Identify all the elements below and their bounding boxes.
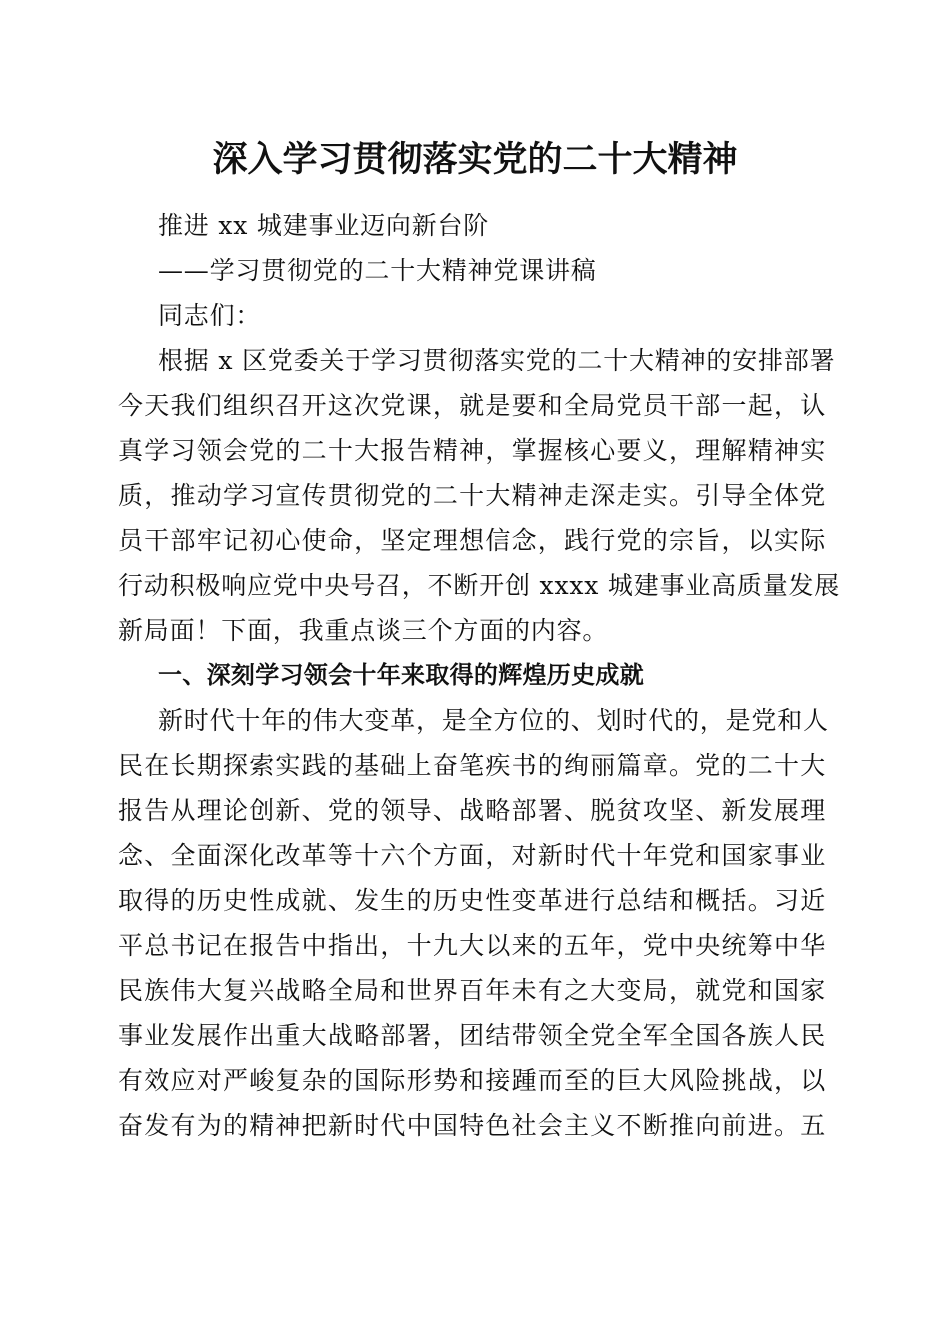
section-heading: 一、深刻学习领会十年来取得的辉煌历史成就 xyxy=(158,661,644,689)
paragraph-line: 真学习领会党的二十大报告精神，掌握核心要义，理解精神实 xyxy=(118,436,826,465)
paragraph-line: 平总书记在报告中指出，十九大以来的五年，党中央统筹中华 xyxy=(118,931,826,960)
paragraph-line: 员干部牢记初心使命，坚定理想信念，践行党的宗旨，以实际 xyxy=(118,526,826,555)
paragraph-line: 根据 x 区党委关于学习贯彻落实党的二十大精神的安排部署 xyxy=(158,346,836,375)
subtitle-line: ——学习贯彻党的二十大精神党课讲稿 xyxy=(158,256,597,285)
paragraph-line: 事业发展作出重大战略部署，团结带领全党全军全国各族人民 xyxy=(118,1021,826,1050)
paragraph-line: 新时代十年的伟大变革，是全方位的、划时代的，是党和人 xyxy=(158,706,829,735)
subtitle-line: 推进 xx 城建事业迈向新台阶 xyxy=(158,211,490,240)
document-title: 深入学习贯彻落实党的二十大精神 xyxy=(212,139,738,180)
paragraph-line: 有效应对严峻复杂的国际形势和接踵而至的巨大风险挑战，以 xyxy=(118,1066,826,1095)
salutation: 同志们： xyxy=(158,301,262,330)
paragraph-line: 新局面！下面，我重点谈三个方面的内容。 xyxy=(118,616,609,645)
paragraph-line: 念、全面深化改革等十六个方面，对新时代十年党和国家事业 xyxy=(118,841,826,870)
paragraph-line: 取得的历史性成就、发生的历史性变革进行总结和概括。习近 xyxy=(118,886,826,915)
paragraph-line: 奋发有为的精神把新时代中国特色社会主义不断推向前进。五 xyxy=(118,1111,826,1140)
paragraph-line: 行动积极响应党中央号召，不断开创 xxxx 城建事业高质量发展 xyxy=(118,571,841,600)
paragraph-line: 民族伟大复兴战略全局和世界百年未有之大变局，就党和国家 xyxy=(118,976,826,1005)
paragraph-line: 报告从理论创新、党的领导、战略部署、脱贫攻坚、新发展理 xyxy=(118,796,826,825)
paragraph-line: 民在长期探索实践的基础上奋笔疾书的绚丽篇章。党的二十大 xyxy=(118,751,826,780)
paragraph-line: 今天我们组织召开这次党课，就是要和全局党员干部一起，认 xyxy=(118,391,826,420)
paragraph-line: 质，推动学习宣传贯彻党的二十大精神走深走实。引导全体党 xyxy=(118,481,826,510)
document-body xyxy=(118,203,841,1148)
